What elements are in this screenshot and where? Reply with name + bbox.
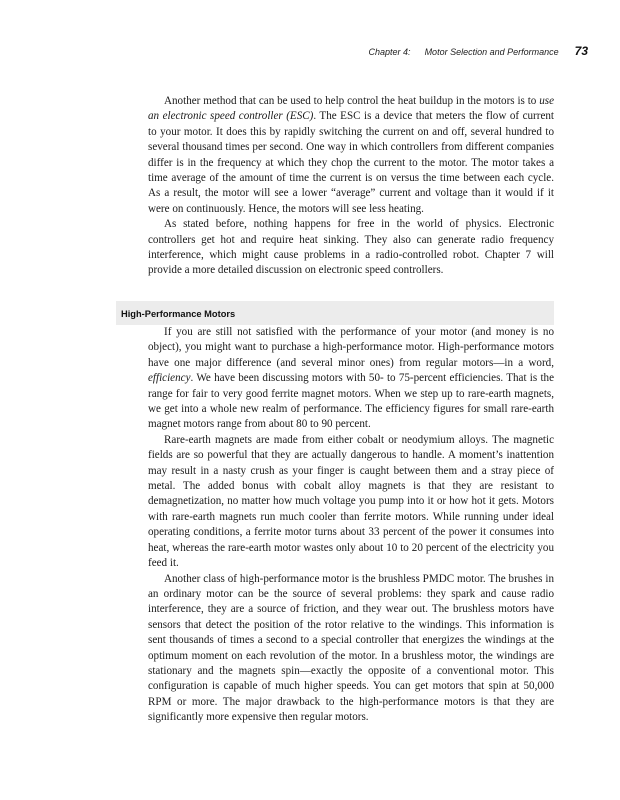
running-header [369,44,588,58]
emphasis-text: efficiency [148,372,191,385]
paragraph-text: Another method that can be used to help control the heat buildup in the motors is to [164,95,540,107]
paragraph: As stated before, nothing happens for free in the world of physics. Electronic controllers get hot and require heat sinking. They also can generate radio frequency interference, which might cause problems in a radio-controlled robot. Chapter 7 will provide a more detailed discussion on electronic speed controllers. [148,218,554,277]
header-chapter-label: Chapter 4: [368,47,411,57]
paragraph: Rare-earth magnets are made from either cobalt or neodymium alloys. The magnetic fields are so powerful that they are actually dangerous to handle. A moment’s inattention may result in a nasty crush as your finger is caught between them and a stray piece of metal. The added bonus with cobalt alloy magnets is that they are resistant to demagnetization, no matter how much voltage you pump into it or how hot it gets. Motors with rare-earth magnets run much cooler than ferrite motors. While running under ideal operating conditions, a ferrite motor turns about 33 percent of the power it consumes into heat, whereas the rare-earth motor wastes only about 10 to 20 percent of the electricity you feed it. [148,433,554,570]
paragraph: Another class of high-performance motor is the brushless PMDC motor. The brushes in an ordinary motor can be the source of several problems: they spark and cause radio interference, they are a source of friction, and they wear out. The brushless motors have sensors that detect the position of the rotor relative to the windings. This information is sent thousands of times a second to a special controller that energizes the windings at the optimum moment on each revolution of the motor. In a brushless motor, the windings are stationary and the magnets spin—exactly the opposite of a conventional motor. This configuration is capable of much higher speeds. You can get motors that spin at 50,000 RPM or more. The major drawback to the high-performance motors is that they are significantly more expensive then regular motors. [148,572,554,724]
header-chapter-title: Motor Selection and Performance [424,47,559,57]
intro-text [148,94,554,279]
emphasis-text: use an electronic speed controller (ESC) [148,95,554,123]
paragraph [148,325,554,433]
paragraph-text: If you are still not satisfied with the performance of your motor (and money is no object), you might want to purchase a high-performance motor. High-performance motors have one major difference (and several minor ones) from regular motors—in a word, [148,326,554,369]
paragraph-text: . The ESC is a device that meters the flow of current to your motor. It does this by rapidly switching the current on and off, several hundred to several thousand times per second. One way in which controllers from different companies differ is in the frequency at which they chop the current to the motor. The motor takes a time average of the amount of time the current is on versus the time between each cycle. As a result, the motor will see a lower “average” current and voltage than it would if it were on continuously. Hence, the motors will see less heating. [148,110,554,215]
paragraph-text: . We have been discussing motors with 50- to 75-percent efficiencies. That is the range for fair to very good ferrite magnet motors. When we step up to rare-earth magnets, we get into a whole new realm of performance. The efficiency figures for small rare-earth magnet motors range from about 80 to 90 percent. [148,372,554,431]
section-text [148,325,554,726]
paragraph [148,94,554,217]
page-number: 73 [574,44,588,58]
section-heading: High-Performance Motors [121,309,236,319]
